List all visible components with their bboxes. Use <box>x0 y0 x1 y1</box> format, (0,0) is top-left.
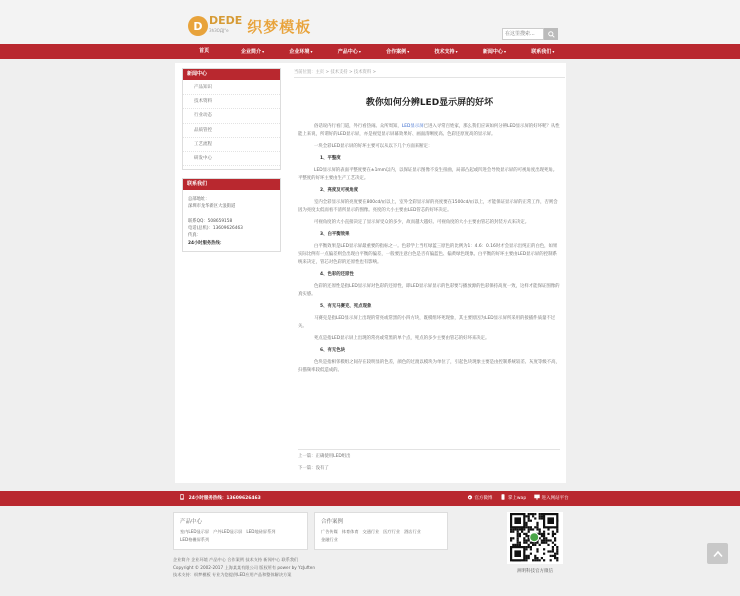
nav-item-label: 企业简介 <box>241 49 262 55</box>
article-paragraph: 俗话说内行看门道，外行看热闹。众所周知，LED显示屏已进入寻常百姓家，那么我们应该如何分辨LED显示屏的好坏呢？从性能上来说，所谓好的LED显示屏，亦是视觉显示屏幕效果好、画面清晰度高、色彩还原度高的显示屏。 <box>298 124 560 137</box>
footer-link[interactable]: LED地砖屏系列 <box>246 529 276 534</box>
copyright-line: 企业简介 企业环境 产品中心 合作案例 技术支持 新闻中心 联系我们 <box>173 557 299 562</box>
sidebar-item[interactable]: 品质管控 <box>183 124 280 138</box>
nav-item-label: 技术支持 <box>434 49 455 55</box>
chevron-down-icon: ▾ <box>407 49 410 54</box>
contact-line: 深圳市龙华新区大浪街道 <box>188 204 236 210</box>
contact-line: 24小时服务热线： <box>188 240 225 246</box>
qr-caption: 洲明科技官方微信 <box>517 569 553 574</box>
footer-hotline-text: 24小时服务热线：13609626463 <box>188 496 261 501</box>
sidebar-contact <box>182 178 281 252</box>
footer-cases-links <box>321 528 441 544</box>
footer-products-title: 产品中心 <box>180 519 203 525</box>
article-paragraph: 色块是指相邻模组之间存在较明显的色差，颜色的过渡以模块为单位了，引起色块现象主要是由控制系统较差、灰度等级不高，扫描频率较低造成的。 <box>298 360 560 373</box>
nav-item-5[interactable] <box>422 44 470 59</box>
article-header <box>294 68 565 108</box>
contact-info <box>183 190 280 251</box>
weibo-icon <box>467 494 473 500</box>
chevron-down-icon: ▾ <box>455 49 458 54</box>
contact-line: 电话(总机)：13609626463 <box>188 226 243 232</box>
nav-item-2[interactable] <box>277 44 325 59</box>
weibo-link-label: 官方微博 <box>474 496 493 501</box>
footer-link[interactable]: 体育体育 <box>341 529 359 534</box>
platform-link-label: 进入网站平台 <box>541 496 569 501</box>
chevron-down-icon: ▾ <box>503 49 506 54</box>
inline-link[interactable]: LED显示屏 <box>401 124 424 129</box>
wechat-qr-code <box>507 512 563 564</box>
site-header <box>0 0 740 44</box>
chevron-down-icon: ▾ <box>310 49 313 54</box>
article-paragraph: 色彩的还原性是指LED显示屏对色彩的还原性，即LED显示屏显示的色彩要与播放源的色彩保持高度一致，这样才能保证图像的真实感。 <box>298 284 560 297</box>
wap-link[interactable] <box>500 491 526 506</box>
sidebar-item[interactable]: 技术资料 <box>183 95 280 109</box>
sidebar-item[interactable]: 研发中心 <box>183 152 280 166</box>
footer-socials <box>467 491 569 506</box>
nav-item-label: 首页 <box>199 48 210 54</box>
contact-line: 总部地址： <box>188 197 210 202</box>
article-subheading: 1、平整度 <box>320 156 341 161</box>
footer-link[interactable]: 酒店行业 <box>404 529 421 534</box>
search-button[interactable] <box>544 28 558 40</box>
nav-item-label: 合作案例 <box>386 49 407 55</box>
contact-line: 联系QQ：508659158 <box>188 218 233 224</box>
sidebar-item[interactable]: 行业动态 <box>183 109 280 123</box>
footer-link[interactable]: 金融行业 <box>321 537 338 542</box>
footer-link[interactable]: 户外LED显示屏 <box>213 529 243 534</box>
chevron-down-icon: ▾ <box>552 49 555 54</box>
footer-products <box>173 512 308 550</box>
article-title: 教你如何分辨LED显示屏的好坏 <box>365 98 494 108</box>
site-logo[interactable] <box>188 15 311 37</box>
logo-text-sub: ЗһЗОДЈ°е <box>209 28 229 33</box>
footer-hotline <box>179 491 261 506</box>
mobile-icon <box>500 494 506 500</box>
article-pagination <box>298 449 560 475</box>
back-to-top-button[interactable] <box>707 543 728 564</box>
wap-link-label: 掌上wap <box>507 496 527 501</box>
main-nav <box>0 44 740 59</box>
footer-products-links <box>180 528 301 544</box>
footer-cases <box>314 512 448 550</box>
prev-article-link[interactable]: 上一篇：正确使用LED组出 <box>298 454 351 459</box>
copyright-line: Copyright © 2002-2017 上海某某有限公司 版权所有 power by YzJuften <box>173 564 316 570</box>
logo-text <box>209 16 242 36</box>
chevron-down-icon: ▾ <box>262 49 265 54</box>
sidebar-item[interactable]: 工艺流程 <box>183 138 280 152</box>
article-subheading: 5、有无马赛克、死点现象 <box>320 304 372 309</box>
nav-item-label: 新闻中心 <box>482 49 503 55</box>
article-subheading: 6、有无色块 <box>320 348 346 353</box>
article-subheading: 4、色彩的还原性 <box>320 272 354 277</box>
nav-item-label: 产品中心 <box>337 49 358 55</box>
phone-icon <box>179 494 185 500</box>
nav-item-3[interactable] <box>325 44 373 59</box>
article-paragraph: 白平衡效果是LED显示屏最重要的指标之一。色彩学上当红绿蓝三原色的比例为1：4.6：0.16时才会显示出纯正的白色，如果实际比例有一点偏差则会出现白平衡的偏差，一般要注意白色是否有偏蓝色、偏黄绿色现象。白平衡的好坏主要由LED显示屏的控制系统来决定，管芯对色彩的还原性也有影响。 <box>298 244 558 265</box>
article-body <box>298 123 560 375</box>
nav-item-7[interactable] <box>519 44 567 59</box>
article-subheading: 3、白平衡效果 <box>320 232 350 237</box>
footer-link[interactable]: 医疗行业 <box>383 529 401 534</box>
copyright <box>173 556 315 579</box>
search-input[interactable] <box>502 28 544 40</box>
contact-line <box>188 211 275 218</box>
nav-item-4[interactable] <box>374 44 422 59</box>
article-paragraph: LED显示屏的表面平整度要在±1mm以内，以保证显示图像不发生扭曲，局部凸起或凹进会导致显示屏的可视角度出现死角。平整度的好坏主要由生产工艺决定。 <box>298 168 558 181</box>
platform-link[interactable] <box>534 491 568 506</box>
article-paragraph: 死点是指LED显示屏上出现的常亮或常黑的单个点，死点的多少主要由管芯的好坏来决定。 <box>314 336 490 341</box>
sidebar-news <box>182 68 281 170</box>
nav-item-label: 联系我们 <box>531 49 552 55</box>
copyright-line: 技术支持：织梦模板 专业为您提供LED应用产品和整体解决方案 <box>173 572 292 577</box>
chevron-up-icon <box>713 550 723 558</box>
qr-code-icon <box>507 512 563 564</box>
sidebar-contact-title: 联系我们 <box>183 179 280 190</box>
sidebar-news-title: 新闻中心 <box>183 69 280 80</box>
sidebar-item[interactable]: 产品知识 <box>183 81 280 95</box>
footer-bar <box>0 491 740 506</box>
next-article-link[interactable]: 下一篇：没有了 <box>298 466 329 471</box>
article-paragraph: 可视角度的大小直接决定了显示屏受众的多少，故而越大越好。可视角度的大小主要由管芯的封装方式来决定。 <box>314 220 530 225</box>
footer-link[interactable]: 室内LED显示屏 <box>180 529 210 534</box>
logo-text-main: DEDE <box>209 14 243 27</box>
article-subheading: 2、亮度及可视角度 <box>320 188 359 193</box>
main-nav-items <box>180 44 567 59</box>
article-paragraph: 一块全彩LED显示屏的好坏主要可以从以下几个方面来断定： <box>314 144 433 149</box>
search-icon <box>548 31 555 38</box>
article-paragraph: 马赛克是指LED显示屏上出现的常亮或常黑的小四方块，既模组坏死现象，其主要原因为LED显示屏所采用的接插件质量不过关。 <box>298 316 556 329</box>
footer-link[interactable]: LED格栅屏系列 <box>180 537 210 542</box>
monitor-icon <box>534 494 540 500</box>
nav-item-6[interactable] <box>470 44 518 59</box>
weibo-link[interactable] <box>467 491 492 506</box>
chevron-down-icon: ▾ <box>358 49 361 54</box>
search-box <box>502 28 558 40</box>
sidebar-news-items <box>183 80 280 169</box>
footer-link[interactable]: 交通行业 <box>362 529 380 534</box>
logo-text-cn: 织梦模板 <box>247 17 312 36</box>
logo-mark: D <box>188 16 208 36</box>
footer-link[interactable]: 广告传媒 <box>321 529 338 534</box>
article-paragraph: 室内全彩显示屏的亮度要在800cd/㎡以上，室外全彩显示屏的亮度要在1500cd/㎡以上，才能保证显示屏的正常工作，否则会因为亮度太低而看不清所显示的图像。亮度的大小主要由LED管芯的好坏决定。 <box>298 200 558 213</box>
nav-item-label: 企业环境 <box>289 49 310 55</box>
nav-item-1[interactable] <box>228 44 276 59</box>
nav-item-0[interactable] <box>180 44 228 59</box>
breadcrumb: 当前位置：主页 > 技术支持 > 技术资料 > <box>294 68 565 78</box>
footer-cases-title: 合作案例 <box>321 519 344 525</box>
contact-line: 传真： <box>188 233 201 239</box>
